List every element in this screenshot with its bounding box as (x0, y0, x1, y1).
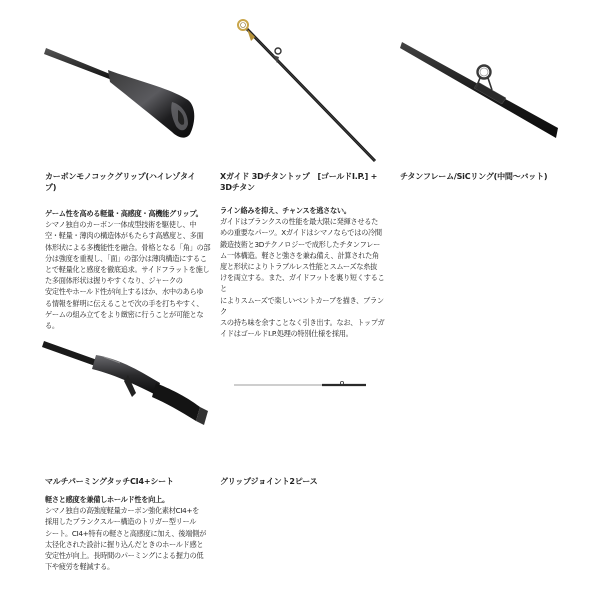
desc-line: ム一体構造。軽さと強さを兼ね備え、計算された角 (220, 250, 379, 260)
desc-line: 採用したブランクスルー構造のトリガー型リール (45, 517, 197, 527)
desc-line: ライン絡みを抑え、チャンスを逃さない。 (220, 206, 351, 215)
desc-line: 太径化された設計に握り込んだときのホールド感と (45, 539, 204, 549)
desc-line: によりスムーズで楽しいベントカーブを描き、ブランク (220, 295, 384, 316)
desc-line: めの重要なパーツ。Xガイドはシマノならではの冷間 (220, 228, 382, 238)
desc-line: イドはゴールドI.P.処理の特別仕様を採用。 (220, 329, 353, 339)
desc-line: 体形状による多機能性を融合。骨格となる「角」の部 (45, 242, 211, 252)
desc-line: 分は強度を重視し、「面」の部分は薄肉構造にするこ (45, 253, 207, 263)
guide-image (225, 15, 385, 165)
desc-line: 度と形状によりトラブルレス性能とスムーズな糸抜 (220, 262, 378, 272)
feature-desc-grip (45, 208, 215, 331)
feature-title-guide: Xガイド 3Dチタントップ [ゴールドI.P.] + 3Dチタン (220, 172, 378, 192)
feature-title-grip: カーボンモノコックグリップ(ハイレゾタイプ) (45, 172, 196, 192)
desc-line: 安定性が向上。長時間のパーミングによる握力の低 (45, 551, 204, 561)
reel-seat-image (40, 335, 210, 435)
desc-line: けを両立する。また、ガイドフットを裏り短くすること (220, 273, 385, 294)
feature-title-seat: マルチパーミングタッチCI4+シート (45, 477, 174, 486)
grip-image (40, 40, 200, 160)
desc-line: 空・軽量・薄肉の構造体がもたらす高感度と、多面 (45, 231, 204, 241)
feature-desc-seat (45, 494, 215, 572)
desc-line: シマノ独自のカーボン一体成型技術を駆使し、中 (45, 220, 197, 230)
feature-desc-guide (220, 205, 390, 339)
desc-line: シマノ独自の高強度軽量カーボン強化素材CI4+を (45, 506, 200, 516)
desc-line: る。 (45, 321, 59, 331)
desc-line: シート。CI4+特有の軽さと高感度に加え、後端側が (45, 528, 206, 538)
desc-line: 下や疲労を軽減する。 (45, 562, 114, 572)
desc-line: スの持ち味を余すことなく引き出す。なお、トップガ (220, 318, 385, 328)
sic-ring-image (398, 38, 563, 143)
desc-line: ゲームの組み立てをより緻密に行うことが可能とな (45, 309, 204, 319)
desc-line: 軽さと感度を兼備しホールド性を向上。 (45, 495, 169, 504)
desc-line: る情報を鮮明に伝えることで次の手を打ちやすく、 (45, 298, 204, 308)
desc-line: とで軽量化と感度を徹底追求。サイドフラットを施し (45, 265, 210, 275)
grip-joint-image (230, 376, 370, 388)
desc-line: ガイドはブランクスの性能を最大限に発揮させるた (220, 217, 378, 227)
desc-line: ゲーム性を高める軽量・高感度・高機能グリップ。 (45, 209, 203, 218)
feature-title-joint: グリップジョイント2ピース (220, 477, 318, 486)
desc-line: 鍛造技術と3Dテクノロジーで成形したチタンフレー (220, 239, 380, 249)
feature-title-sic: チタンフレーム/SiCリング(中間～バット) (400, 172, 548, 181)
desc-line: た多面体形状は握りやすくなり、ジャークの (45, 276, 183, 286)
desc-line: 安定性やホールド性が向上するほか、水中のあらゆ (45, 287, 204, 297)
